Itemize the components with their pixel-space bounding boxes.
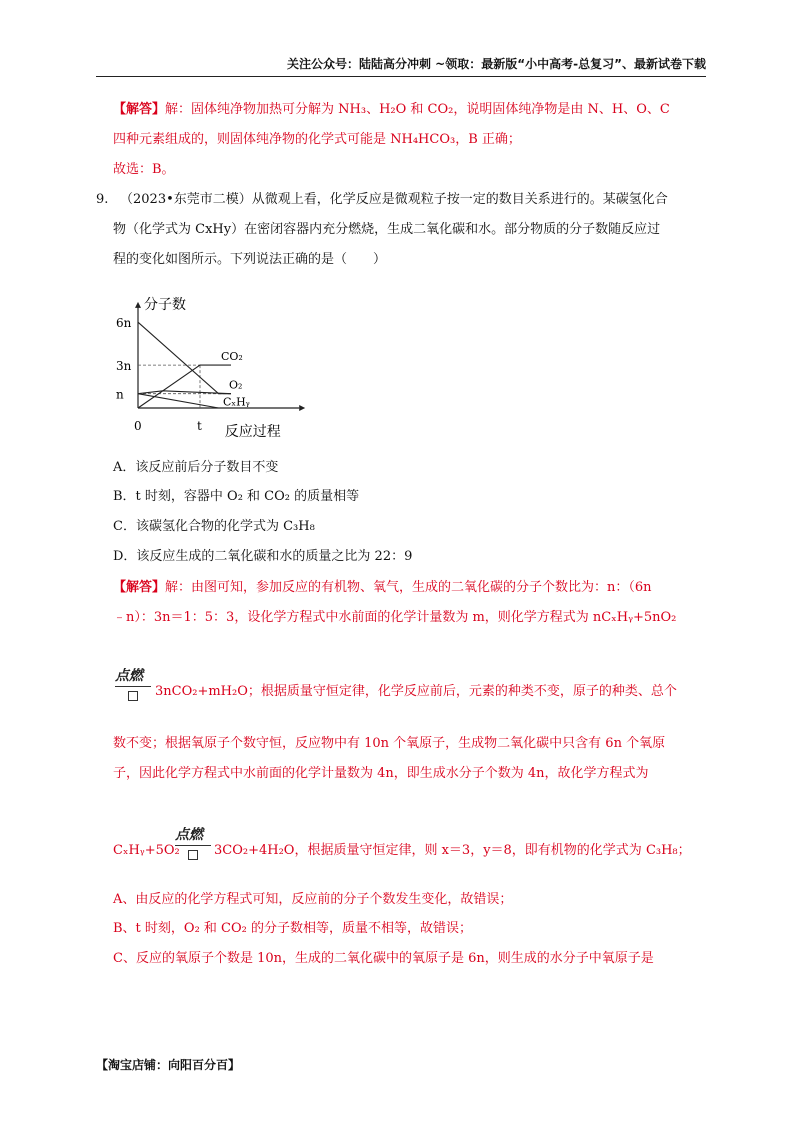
answer-line-a: A、由反应的化学方程式可知，反应前的分子个数发生变化，故错误； — [113, 892, 513, 907]
option-b: B．t 时刻，容器中 O₂ 和 CO₂ 的质量相等 — [113, 489, 360, 504]
option-a: A．该反应前后分子数目不变 — [113, 460, 279, 475]
prev-answer-line-3: 故选：B。 — [113, 162, 175, 177]
ignite-label-2: 点燃 — [175, 827, 203, 843]
y-tick-label-0: n — [116, 387, 124, 402]
answer-line-5: 子，因此化学方程式中水前面的化学计量数为 4n，即生成水分子个数为 4n，故化学方程式为 — [113, 766, 649, 781]
x-axis-label: 反应过程 — [224, 424, 281, 440]
option-c: C．该碳氢化合物的化学式为 C₃H₈ — [113, 519, 315, 534]
series-label-co2: CO₂ — [221, 350, 243, 364]
y-axis-arrow — [135, 302, 141, 308]
answer-line-3: 3nCO₂+mH₂O；根据质量守恒定律，化学反应前后，元素的种类不变，原子的种类、总个 — [155, 684, 677, 699]
question-number: 9. — [96, 192, 109, 207]
series-line-2 — [138, 394, 219, 408]
y-tick-label-1: 3n — [116, 359, 132, 374]
answer-line-6b: 3CO₂+4H₂O，根据质量守恒定律，则 x＝3，y＝8，即有机物的化学式为 C₃H₈； — [214, 843, 691, 858]
answer-line-4: 数不变；根据氧原子个数守恒，反应物中有 10n 个氧原子，生成物二氧化碳中只含有 6n 个氧原 — [113, 736, 666, 751]
answer-line-b: B、t 时刻，O₂ 和 CO₂ 的分子数相等，质量不相等，故错误； — [113, 921, 472, 936]
question-line-3: 程的变化如图所示。下列说法正确的是（ ） — [113, 252, 387, 267]
series-line-1 — [138, 322, 231, 394]
answer-text-1: 解：由图可知，参加反应的有机物、氧气，生成的二氧化碳的分子个数比为：n：（6n — [165, 580, 652, 595]
option-d: D．该反应生成的二氧化碳和水的质量之比为 22：9 — [113, 549, 413, 564]
x-tick-label-1: t — [197, 419, 202, 433]
y-tick-label-2: 6n — [116, 316, 132, 331]
x-tick-label-0: 0 — [134, 419, 142, 433]
answer-label: 【解答】 — [113, 580, 166, 595]
x-axis-arrow — [299, 405, 305, 411]
answer-line-c: C、反应的氧原子个数是 10n，生成的二氧化碳中的氧原子是 6n，则生成的水分子中氧原子是 — [113, 951, 654, 966]
question-line-2: 物（化学式为 CxHy）在密闭容器内充分燃烧，生成二氧化碳和水。部分物质的分子数随反应过 — [113, 222, 661, 237]
prev-answer-label: 【解答】 — [113, 102, 166, 117]
prev-answer-line-2: 四种元素组成的，则固体纯净物的化学式可能是 NH₄HCO₃，B 正确； — [113, 132, 521, 147]
ignite-label-1: 点燃 — [115, 668, 143, 684]
reaction-condition-1 — [115, 665, 155, 705]
molecule-count-chart — [110, 280, 310, 445]
prev-answer-text-1: 解：固体纯净物加热可分解为 NH₃、H₂O 和 CO₂，说明固体纯净物是由 N、H、O、C — [165, 102, 670, 117]
page-header — [96, 56, 706, 77]
series-label-o2: O₂ — [229, 378, 243, 392]
answer-line-1 — [113, 579, 652, 597]
y-axis-label: 分子数 — [144, 296, 186, 313]
answer-line-2: ﹣n）：3n＝1：5：3，设化学方程式中水前面的化学计量数为 m，则化学方程式为 nCₓHᵧ+5nO₂ — [113, 610, 677, 625]
reaction-condition-2 — [175, 824, 215, 864]
series-label-cxhy: CₓHᵧ — [223, 395, 250, 409]
page-footer: 【淘宝店铺：向阳百分百】 — [96, 1058, 241, 1072]
answer-line-6a: CₓHᵧ+5O₂ — [113, 843, 180, 858]
prev-answer-line-1 — [113, 101, 670, 119]
question-line-1: （2023•东莞市二模）从微观上看，化学反应是微观粒子按一定的数目关系进行的。某碳氢化合 — [120, 192, 668, 207]
header-text: 关注公众号：陆陆高分冲刺 ~领取：最新版“小中高考-总复习”、最新试卷下载 — [287, 57, 706, 71]
